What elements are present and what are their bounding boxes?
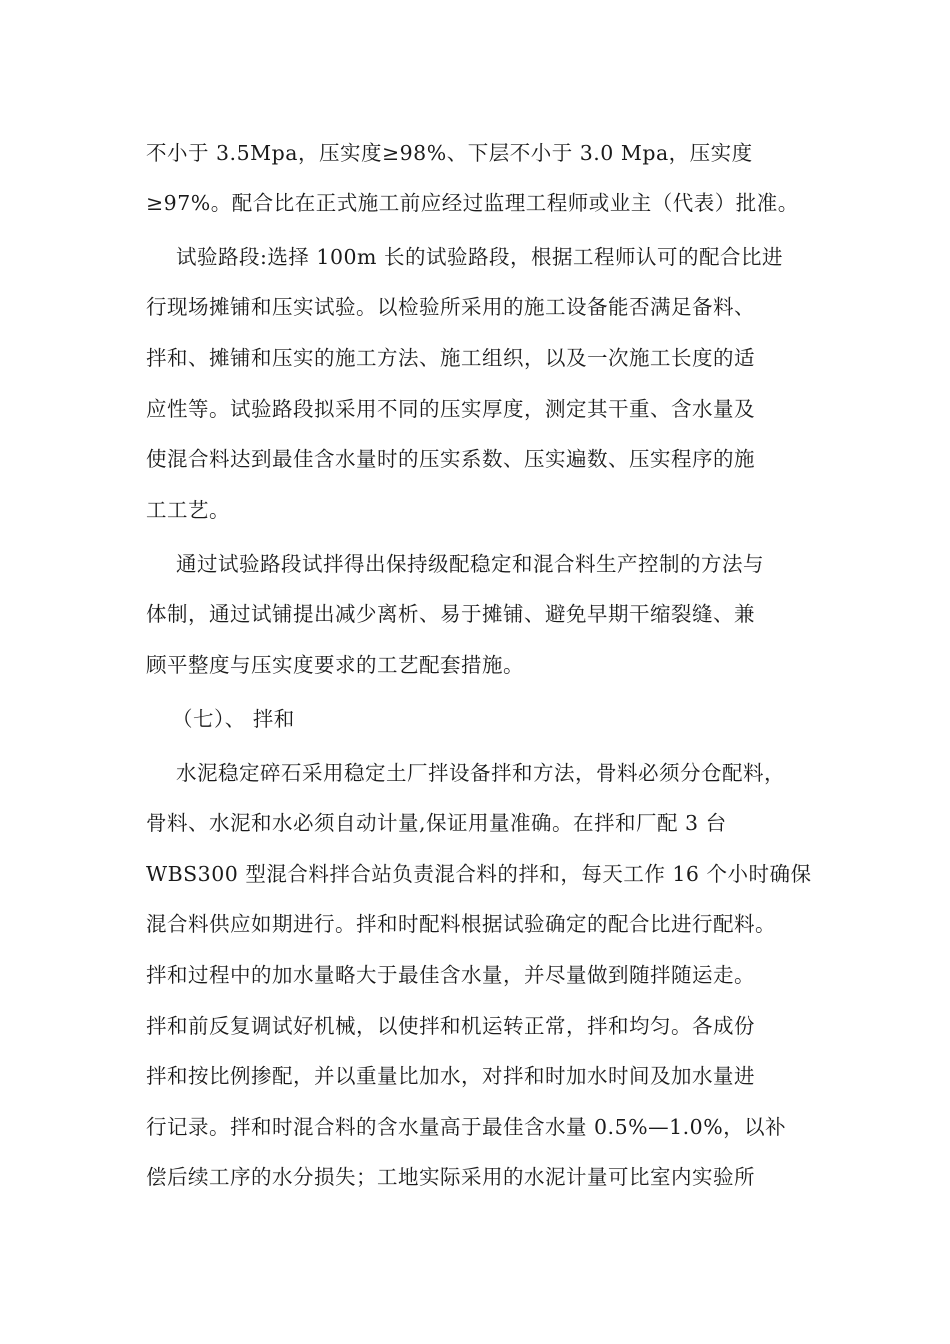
text-line: 偿后续工序的水分损失；工地实际采用的水泥计量可比室内实验所 [146, 1165, 755, 1189]
text-line: 拌和过程中的加水量略大于最佳含水量，并尽量做到随拌随运走。 [146, 963, 755, 987]
text-line: ≥97%。配合比在正式施工前应经过监理工程师或业主（代表）批准。 [146, 191, 799, 215]
text-line: 行记录。拌和时混合料的含水量高于最佳含水量 0.5%—1.0%，以补 [146, 1115, 787, 1139]
text-line: 体制，通过试铺提出减少离析、易于摊铺、避免早期干缩裂缝、兼 [146, 602, 755, 626]
text-line: 混合料供应如期进行。拌和时配料根据试验确定的配合比进行配料。 [146, 912, 776, 936]
text-line: 应性等。试验路段拟采用不同的压实厚度，测定其干重、含水量及 [146, 397, 755, 421]
text-line: 拌和按比例掺配，并以重量比加水，对拌和时加水时间及加水量进 [146, 1064, 755, 1088]
text-line: 拌和、摊铺和压实的施工方法、施工组织，以及一次施工长度的适 [146, 346, 755, 370]
text-line: 行现场摊铺和压实试验。以检验所采用的施工设备能否满足备料、 [146, 295, 755, 319]
text-line: WBS300 型混合料拌合站负责混合料的拌和，每天工作 16 个小时确保 [146, 862, 812, 886]
text-line: 拌和前反复调试好机械，以使拌和机运转正常，拌和均匀。各成份 [146, 1014, 755, 1038]
text-line: 不小于 3.5Mpa，压实度≥98%、下层不小于 3.0 Mpa，压实度 [146, 141, 753, 165]
paragraph-start-line: 通过试验路段试拌得出保持级配稳定和混合料生产控制的方法与 [176, 552, 764, 576]
text-line: 骨料、水泥和水必须自动计量,保证用量准确。在拌和厂配 3 台 [146, 811, 727, 835]
paragraph-start-line: 试验路段:选择 100m 长的试验路段，根据工程师认可的配合比进 [176, 245, 784, 269]
text-line: 顾平整度与压实度要求的工艺配套措施。 [146, 653, 524, 677]
paragraph-start-line: 水泥稳定碎石采用稳定土厂拌设备拌和方法，骨料必须分仓配料， [176, 761, 785, 785]
section-heading: （七）、 拌和 [172, 707, 295, 731]
text-line: 工工艺。 [146, 498, 230, 522]
text-line: 使混合料达到最佳含水量时的压实系数、压实遍数、压实程序的施 [146, 447, 755, 471]
